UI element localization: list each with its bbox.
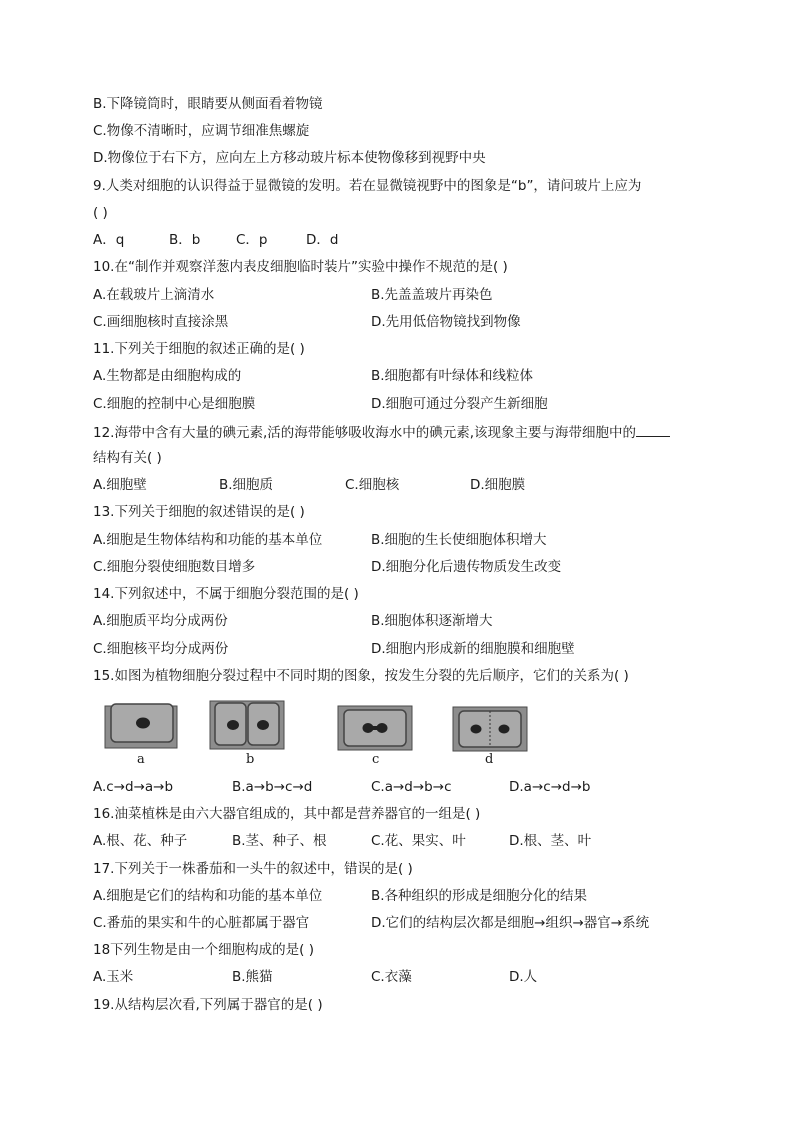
q13-stem: 13.下列关于细胞的叙述错误的是( ) <box>93 504 305 520</box>
q13-option-a: A.细胞是生物体结构和功能的基本单位 <box>93 532 323 548</box>
q11-option-a: A.生物都是由细胞构成的 <box>93 368 242 384</box>
q9-stem: 9.人类对细胞的认识得益于显微镜的发明。若在显微镜视野中的图象是“b”，请问玻片上应为 <box>93 178 642 194</box>
q9-option-d: D．d <box>306 232 339 248</box>
q18-option-c: C.衣藻 <box>371 969 412 985</box>
q15-option-d: D.a→c→d→b <box>509 779 591 795</box>
q14-option-b: B.细胞体积逐渐增大 <box>371 613 493 629</box>
q14-option-a: A.细胞质平均分成两份 <box>93 613 228 629</box>
q14-stem: 14.下列叙述中，不属于细胞分裂范围的是( ) <box>93 586 359 602</box>
q12-option-d: D.细胞膜 <box>470 477 526 493</box>
q10-option-c: C.画细胞核时直接涂黑 <box>93 314 229 330</box>
q9-option-b: B．b <box>169 232 201 248</box>
q8-option-b: B.下降镜筒时，眼睛要从侧面看着物镜 <box>93 96 323 112</box>
q12-option-a: A.细胞壁 <box>93 477 147 493</box>
answer-blank <box>636 422 670 437</box>
q18-stem: 18下列生物是由一个细胞构成的是( ) <box>93 942 315 958</box>
q18-option-b: B.熊猫 <box>232 969 273 985</box>
q18-option-a: A.玉米 <box>93 969 134 985</box>
q9-option-c: C．p <box>236 232 268 248</box>
q15-option-a: A.c→d→a→b <box>93 779 174 795</box>
q15-option-c: C.a→d→b→c <box>371 779 452 795</box>
figure-label-c: c <box>372 752 380 767</box>
q13-option-c: C.细胞分裂使细胞数目增多 <box>93 559 256 575</box>
q11-option-b: B.细胞都有叶绿体和线粒体 <box>371 368 534 384</box>
q17-option-c: C.番茄的果实和牛的心脏都属于器官 <box>93 915 310 931</box>
cell-figure-b <box>208 695 288 753</box>
q8-option-d: D.物像位于右下方，应向左上方移动玻片标本使物像移到视野中央 <box>93 150 486 166</box>
q10-option-b: B.先盖盖玻片再染色 <box>371 287 493 303</box>
q15-stem: 15.如图为植物细胞分裂过程中不同时期的图象，按发生分裂的先后顺序，它们的关系为( ) <box>93 668 629 684</box>
q12-option-c: C.细胞核 <box>345 477 400 493</box>
q16-stem: 16.油菜植株是由六大器官组成的，其中都是营养器官的一组是( ) <box>93 806 481 822</box>
cell-figure-a <box>103 700 183 752</box>
cell-figure-c <box>336 702 416 754</box>
q18-option-d: D.人 <box>509 969 538 985</box>
q9-option-a: A．q <box>93 232 125 248</box>
q14-option-c: C.细胞核平均分成两份 <box>93 641 229 657</box>
figure-label-d: d <box>485 752 494 767</box>
q15-option-b: B.a→b→c→d <box>232 779 313 795</box>
q11-option-d: D.细胞可通过分裂产生新细胞 <box>371 396 548 412</box>
q12-stem: 12.海带中含有大量的碘元素,活的海带能够吸收海水中的碘元素,该现象主要与海带细胞中的 <box>93 422 670 442</box>
figure-label-b: b <box>246 752 255 767</box>
q19-stem: 19.从结构层次看,下列属于器官的是( ) <box>93 997 323 1013</box>
cell-figure-d <box>451 703 531 755</box>
q10-option-d: D.先用低倍物镜找到物像 <box>371 314 521 330</box>
q17-option-a: A.细胞是它们的结构和功能的基本单位 <box>93 888 323 904</box>
q16-option-b: B.茎、种子、根 <box>232 833 327 849</box>
q12-option-b: B.细胞质 <box>219 477 274 493</box>
q13-option-d: D.细胞分化后遗传物质发生改变 <box>371 559 562 575</box>
figure-label-a: a <box>137 752 145 767</box>
q11-stem: 11.下列关于细胞的叙述正确的是( ) <box>93 341 305 357</box>
q16-option-c: C.花、果实、叶 <box>371 833 466 849</box>
q8-option-c: C.物像不清晰时，应调节细准焦螺旋 <box>93 123 310 139</box>
q11-option-c: C.细胞的控制中心是细胞膜 <box>93 396 256 412</box>
q10-option-a: A.在载玻片上滴清水 <box>93 287 215 303</box>
q16-option-d: D.根、茎、叶 <box>509 833 592 849</box>
q14-option-d: D.细胞内形成新的细胞膜和细胞壁 <box>371 641 575 657</box>
q17-stem: 17.下列关于一株番茄和一头牛的叙述中，错误的是( ) <box>93 861 413 877</box>
q9-bracket: ( ) <box>93 205 108 221</box>
q13-option-b: B.细胞的生长使细胞体积增大 <box>371 532 547 548</box>
q10-stem: 10.在“制作并观察洋葱内表皮细胞临时装片”实验中操作不规范的是( ) <box>93 259 508 275</box>
q12-stem-cont: 结构有关( ) <box>93 450 162 466</box>
q17-option-d: D.它们的结构层次都是细胞→组织→器官→系统 <box>371 915 650 931</box>
q17-option-b: B.各种组织的形成是细胞分化的结果 <box>371 888 588 904</box>
q16-option-a: A.根、花、种子 <box>93 833 188 849</box>
